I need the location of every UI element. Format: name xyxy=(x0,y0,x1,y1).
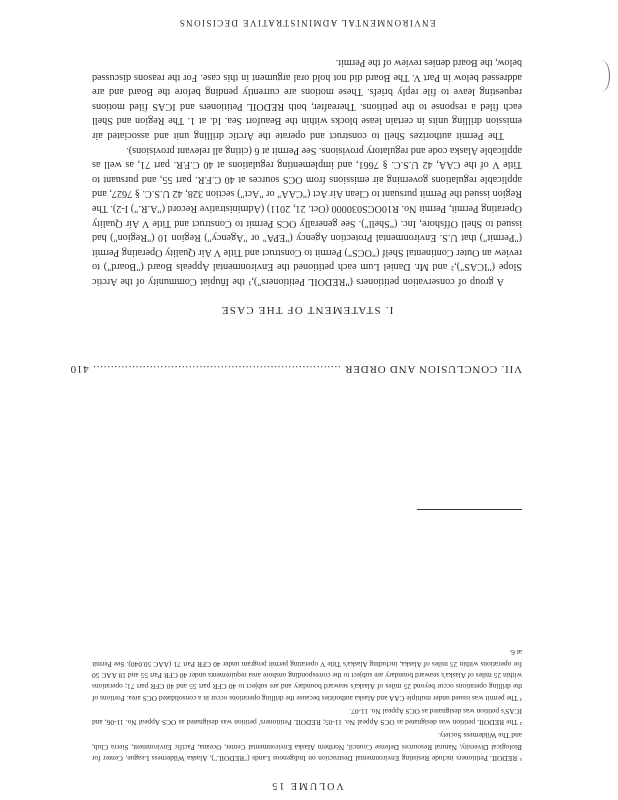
footnotes xyxy=(92,645,522,764)
body-paragraph-2: The Permit authorizes Shell to construct and operate the Arctic drilling unit and associated air emission drilling units in certain lease blocks within the Beaufort Sea. Id. at 1. The Region and Shell each filed a response to the petitions. Thereafter, both REDOIL Petitioners and ICAS filed motions requesting leave to file reply briefs. These motions are currently pending before the Board and are addressed below in Part V. The Board did not hold oral argument in this case. For the reasons discussed below, the Board denies review of the Permit. xyxy=(92,57,522,142)
running-head: ENVIRONMENTAL ADMINISTRATIVE DECISIONS xyxy=(178,18,436,28)
footnote-rule xyxy=(417,509,522,510)
footnote-1: ¹ REDOIL Petitioners include Resisting Environmental Destruction on Indigenous Lands ("REDOIL"), Alaska Wilderness League, Center for Biological Diversity, Natural Resources Defense Council, Northern Alaska Environmental Center, Oceana, Pacific Environment, Sierra Club, and The Wilderness Society. xyxy=(92,731,522,763)
binding-mark-icon xyxy=(593,60,610,92)
footnote-2: ² The REDOIL petition was designated as OCS Appeal No. 11-05; REDOIL Petitioners' petition was designated as OCS Appeal No. 11-06, and ICAS's petition was designated as OCS Appeal No. 11-07. xyxy=(92,706,522,728)
toc-entry-title: VII. CONCLUSION AND ORDER xyxy=(344,363,522,375)
toc-entry xyxy=(69,363,522,375)
toc-page: 410 xyxy=(69,363,89,375)
toc-leader: ...................................................................... xyxy=(92,363,341,375)
body-text xyxy=(92,55,522,289)
footnote-3: ³ The permit was issued under multiple CAA and Alaska authorities because the drilling operations occur in a consolidated OCS area. Portions of the drilling operations occur beyond 25 miles of Alaska's seaward boundary and are subject to 40 CFR part 55 and 40 CFR part 71; operations within 25 miles of Alaska's seaward boundary are subject to the corresponding onshore area requirements under 40 CFR Part 55 and 18 AAC 50 for operations within 25 miles of Alaska, including Alaska's Title V operating permit program under 40 CFR Part 71 (AAC 50.040). See Permit at 6. xyxy=(92,648,522,703)
section-heading: I. STATEMENT OF THE CASE xyxy=(220,304,394,316)
body-paragraph-1: A group of conservation petitioners ("REDOIL Petitioners"),¹ the Iñupiat Community of the Arctic Slope ("ICAS"),² and Mr. Daniel Lum each petitioned the Environmental Appeals Board ("Board") to review an Outer Continental Shelf ("OCS") Permit to Construct and Title V Air Quality Operating Permit ("Permit") that U.S. Environmental Protection Agency ("EPA" or "Agency") Region 10 ("Region") had issued to Shell Offshore, Inc. ("Shell"). See generally OCS Permit to Construct and Title V Air Quality Operating Permit, Permit No. R10OCS030000 (Oct. 21, 2011) (Administrative Record ("A.R.") I-2). The Region issued the Permit pursuant to Clean Air Act ("CAA" or "Act") section 328, 42 U.S.C. § 7627, and applicable regulations governing air emissions from OCS sources at 40 C.F.R. part 55, and pursuant to Title V of the CAA, 42 U.S.C. § 7661, and implementing regulations at 40 C.F.R. part 71, as well as applicable Alaska code and regulatory provisions. See Permit at 6 (citing all relevant provisions). xyxy=(92,144,522,287)
volume-label: VOLUME 15 xyxy=(270,780,344,791)
